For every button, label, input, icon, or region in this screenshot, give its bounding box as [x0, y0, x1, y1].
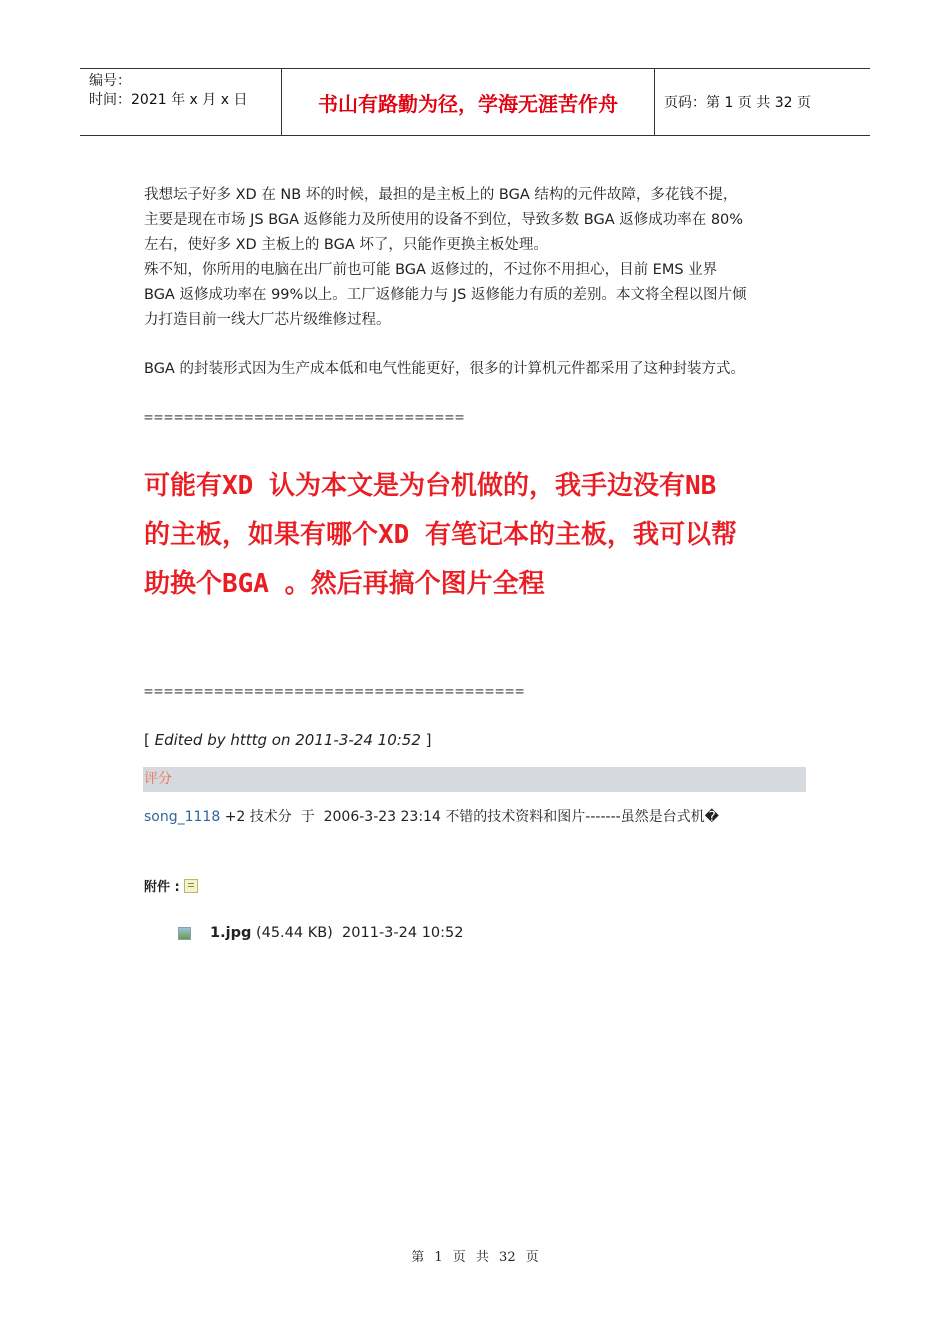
rating-datetime: 2006-3-23 23:14 — [323, 809, 441, 825]
intro-line: BGA 返修成功率在 99%以上。工厂返修能力与 JS 返修能力有质的差别。本文将全程以图片倾 — [144, 287, 747, 303]
intro-line: 主要是现在市场 JS BGA 返修能力及所使用的设备不到位，导致多数 BGA 返修成功率在 80% — [144, 212, 744, 228]
intro-line: 我想坛子好多 XD 在 NB 坏的时候，最担的是主板上的 BGA 结构的元件故障，多花钱不提， — [144, 187, 738, 203]
number-label: 编号： — [89, 73, 131, 89]
highlight-line: 可能有XD 认为本文是为台机做的，我手边没有NB — [144, 471, 717, 501]
separator-line: ================================ — [144, 408, 465, 426]
time-label: 时间：2021 年 x 月 x 日 — [89, 92, 248, 108]
highlight-line: 的主板，如果有哪个XD 有笔记本的主板，我可以帮 — [144, 520, 737, 550]
attachment-item — [178, 925, 463, 941]
edited-note — [144, 731, 432, 749]
bga-paragraph: BGA 的封装形式因为生产成本低和电气性能更好，很多的计算机元件都采用了这种封装方式。 — [144, 361, 745, 377]
intro-line: 左右，使好多 XD 主板上的 BGA 坏了，只能作更换主板处理。 — [144, 237, 548, 253]
intro-paragraph — [144, 183, 814, 333]
rating-comment: 不错的技术资料和图片-------虽然是台式机� — [445, 809, 720, 825]
page-info: 页码：第 1 页 共 32 页 — [664, 95, 811, 111]
highlight-line: 助换个BGA 。然后再搞个图片全程 — [144, 569, 545, 599]
attachment-file-link[interactable]: 1.jpg — [210, 925, 252, 941]
attachment-icon — [184, 879, 198, 893]
rating-header: 评分 — [143, 767, 806, 792]
attachments-header — [144, 876, 198, 895]
edited-close-bracket: ] — [420, 731, 432, 749]
edited-open-bracket: [ — [144, 731, 155, 749]
header-left-cell — [80, 69, 281, 135]
edited-text: Edited by htttg on 2011-3-24 10:52 — [154, 731, 421, 749]
intro-line: 殊不知，你所用的电脑在出厂前也可能 BGA 返修过的，不过你不用担心，目前 EMS 业界 — [144, 262, 718, 278]
rating-points: +2 — [224, 809, 246, 825]
image-file-icon — [178, 927, 191, 940]
intro-line: 力打造目前一线大厂芯片级维修过程。 — [144, 312, 391, 328]
attachments-label: 附件 : — [144, 880, 180, 895]
separator-line: ====================================== — [144, 682, 526, 700]
attachment-file-date: 2011-3-24 10:52 — [342, 925, 464, 941]
attachment-file-size: (45.44 KB) — [255, 925, 333, 941]
rating-category: 技术分 — [249, 809, 292, 825]
document-header — [80, 68, 870, 136]
highlight-paragraph — [144, 462, 824, 609]
rating-at: 于 — [300, 809, 315, 825]
rating-user-link[interactable]: song_1118 — [144, 809, 221, 825]
motto: 书山有路勤为径，学海无涯苦作舟 — [281, 69, 655, 135]
page-footer: 第 1 页 共 32 页 — [411, 1250, 539, 1265]
rating-entry — [144, 806, 719, 826]
